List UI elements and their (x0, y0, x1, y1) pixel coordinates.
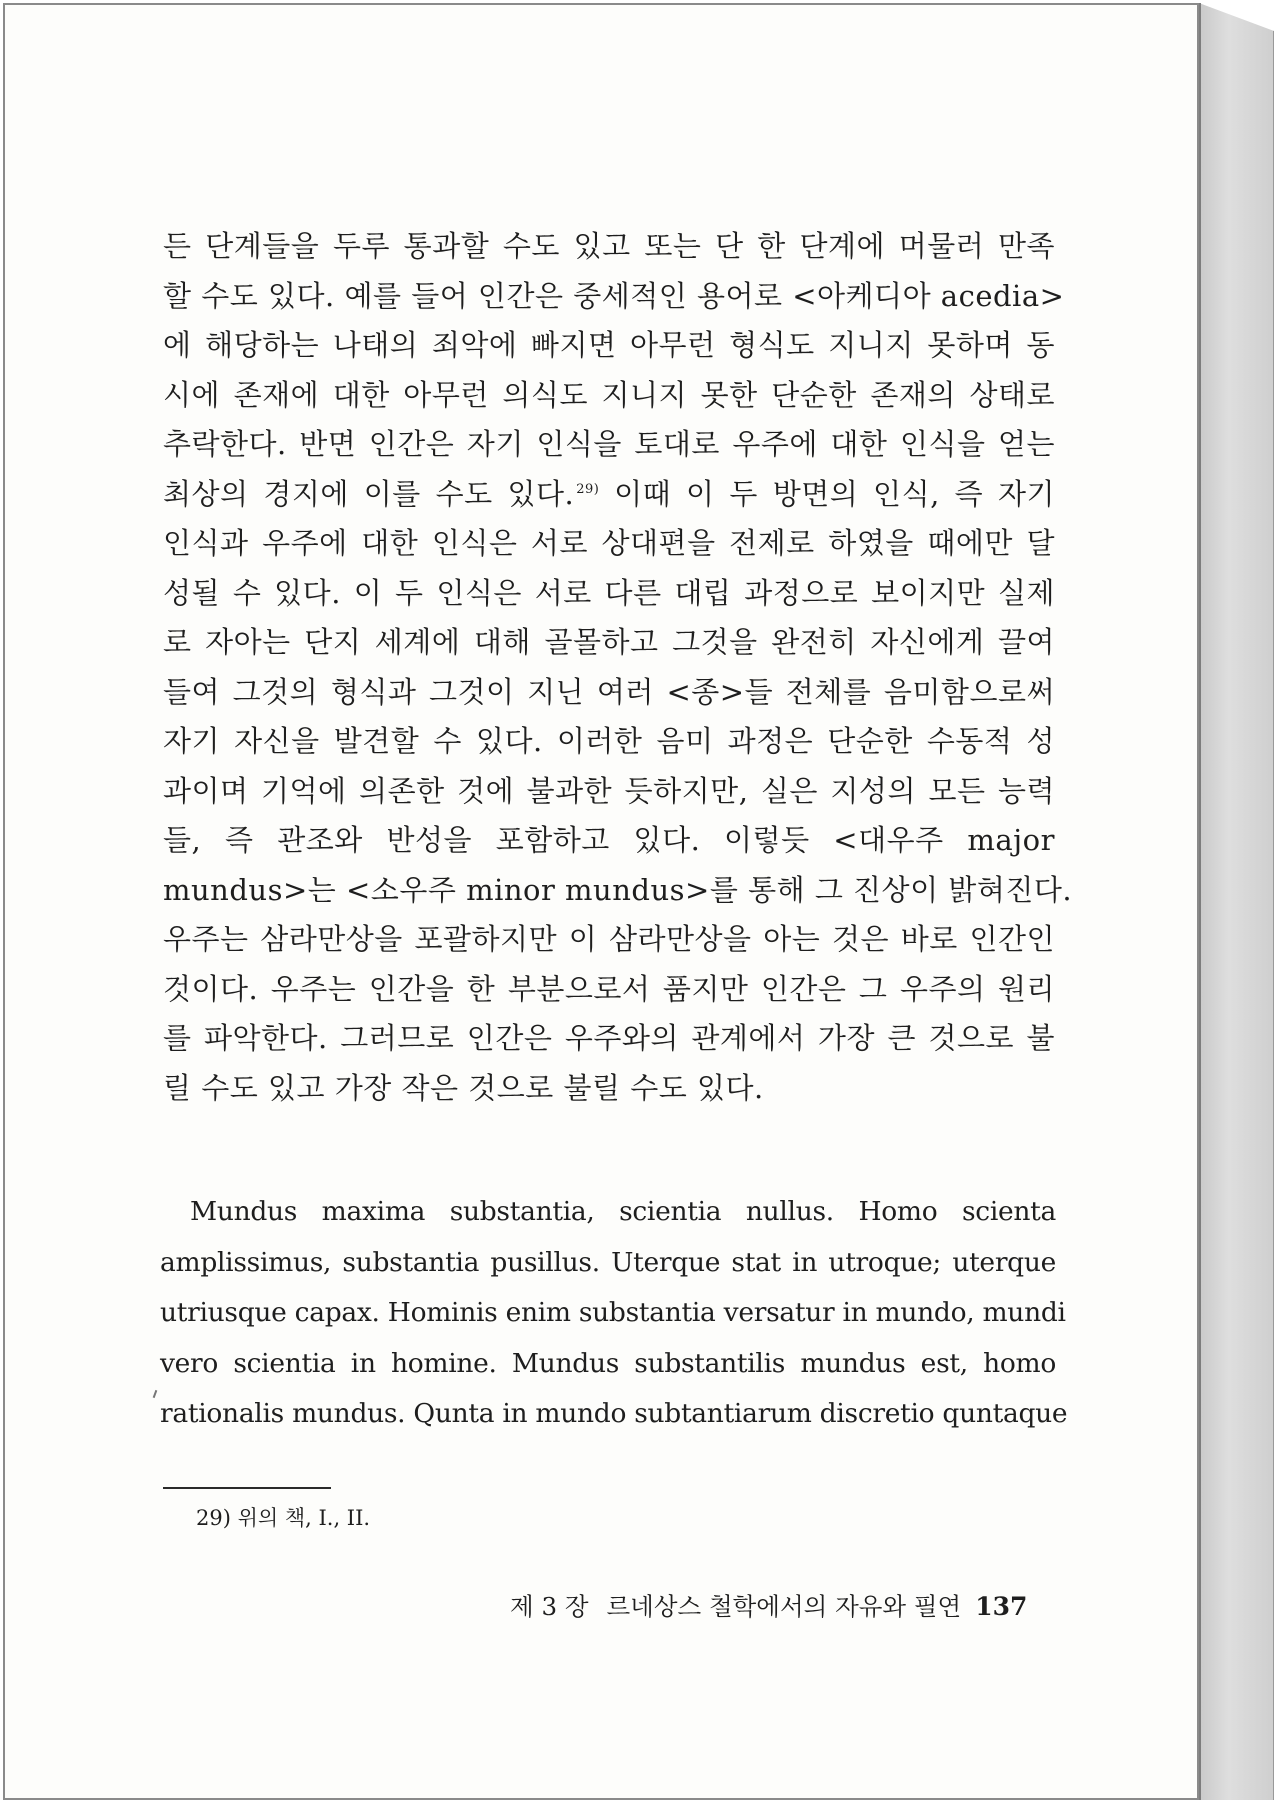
body-line: 시에 존재에 대한 아무런 의식도 지니지 못한 단순한 존재의 상태로 (163, 377, 1055, 412)
running-footer (510, 1590, 1026, 1624)
footnote-reference: 29) (576, 481, 600, 497)
page-number: 137 (975, 1592, 1028, 1621)
quote-line: Mundus maxima substantia, scientia nullus. Homo scienta (190, 1196, 1056, 1227)
quote-line: amplissimus, substantia pusillus. Uterque stat in utroque; uterque (160, 1246, 1056, 1278)
body-line: 인식과 우주에 대한 인식은 서로 상대편을 전제로 하였을 때에만 달 (163, 526, 1055, 560)
body-line: 과이며 기억에 의존한 것에 불과한 듯하지만, 실은 지성의 모든 능력 (163, 773, 1055, 808)
body-line-part: 이때 이 두 방면의 인식, 즉 자기 (599, 476, 1055, 511)
body-line: 성될 수 있다. 이 두 인식은 서로 다른 대립 과정으로 보이지만 실제 (163, 575, 1055, 610)
body-line: 든 단계들을 두루 통과할 수도 있고 또는 단 한 단계에 머물러 만족 (163, 229, 1055, 263)
body-line: 로 자아는 단지 세계에 대해 골몰하고 그것을 완전히 자신에게 끌여 (163, 625, 1055, 659)
body-line: 를 파악한다. 그러므로 인간은 우주와의 관계에서 가장 큰 것으로 불 (163, 1021, 1055, 1055)
latin-block-quote (160, 1187, 1068, 1440)
footer-chapter: 제 3 장 (510, 1592, 589, 1621)
quote-line: vero scientia in homine. Mundus substantilis mundus est, homo (160, 1347, 1056, 1379)
body-line: 릴 수도 있고 가장 작은 것으로 불릴 수도 있다. (163, 1070, 764, 1105)
body-line: 자기 자신을 발견할 수 있다. 이러한 음미 과정은 단순한 수동적 성 (163, 724, 1055, 758)
body-paragraph (163, 222, 1073, 1113)
body-line: 우주는 삼라만상을 포괄하지만 이 삼라만상을 아는 것은 바로 인간인 (163, 922, 1055, 956)
quote-line: rationalis mundus. Qunta in mundo subtantiarum discretio quntaque (160, 1398, 1068, 1429)
body-line: 할 수도 있다. 예를 들어 인간은 중세적인 용어로 <아케디아 acedia> (163, 278, 1065, 313)
page-edge-thickness (1199, 3, 1274, 1800)
body-line: 에 해당하는 나태의 죄악에 빠지면 아무런 형식도 지니지 못하며 동 (163, 328, 1055, 362)
body-line: mundus>는 <소우주 minor mundus>를 통해 그 진상이 밝혀진다. (163, 872, 1073, 907)
body-line: 들, 즉 관조와 반성을 포함하고 있다. 이렇듯 <대우주 major (163, 823, 1055, 857)
quote-line: utriusque capax. Hominis enim substantia versatur in mundo, mundi (160, 1297, 1066, 1328)
footnote: 29) 위의 책, I., II. (196, 1506, 371, 1530)
footer-title: 르네상스 철학에서의 자유와 필연 (606, 1592, 962, 1621)
page-edge-divider (1199, 3, 1201, 1800)
body-line: 추락한다. 반면 인간은 자기 인식을 토대로 우주에 대한 인식을 얻는 (163, 427, 1055, 461)
body-line-with-footnote (163, 470, 1055, 520)
body-line: 들여 그것의 형식과 그것이 지닌 여러 <종>들 전체를 음미함으로써 (163, 674, 1055, 709)
body-line: 것이다. 우주는 인간을 한 부분으로서 품지만 인간은 그 우주의 원리 (163, 971, 1055, 1006)
footnote-divider (163, 1487, 331, 1489)
body-line-part: 최상의 경지에 이를 수도 있다. (163, 476, 575, 511)
